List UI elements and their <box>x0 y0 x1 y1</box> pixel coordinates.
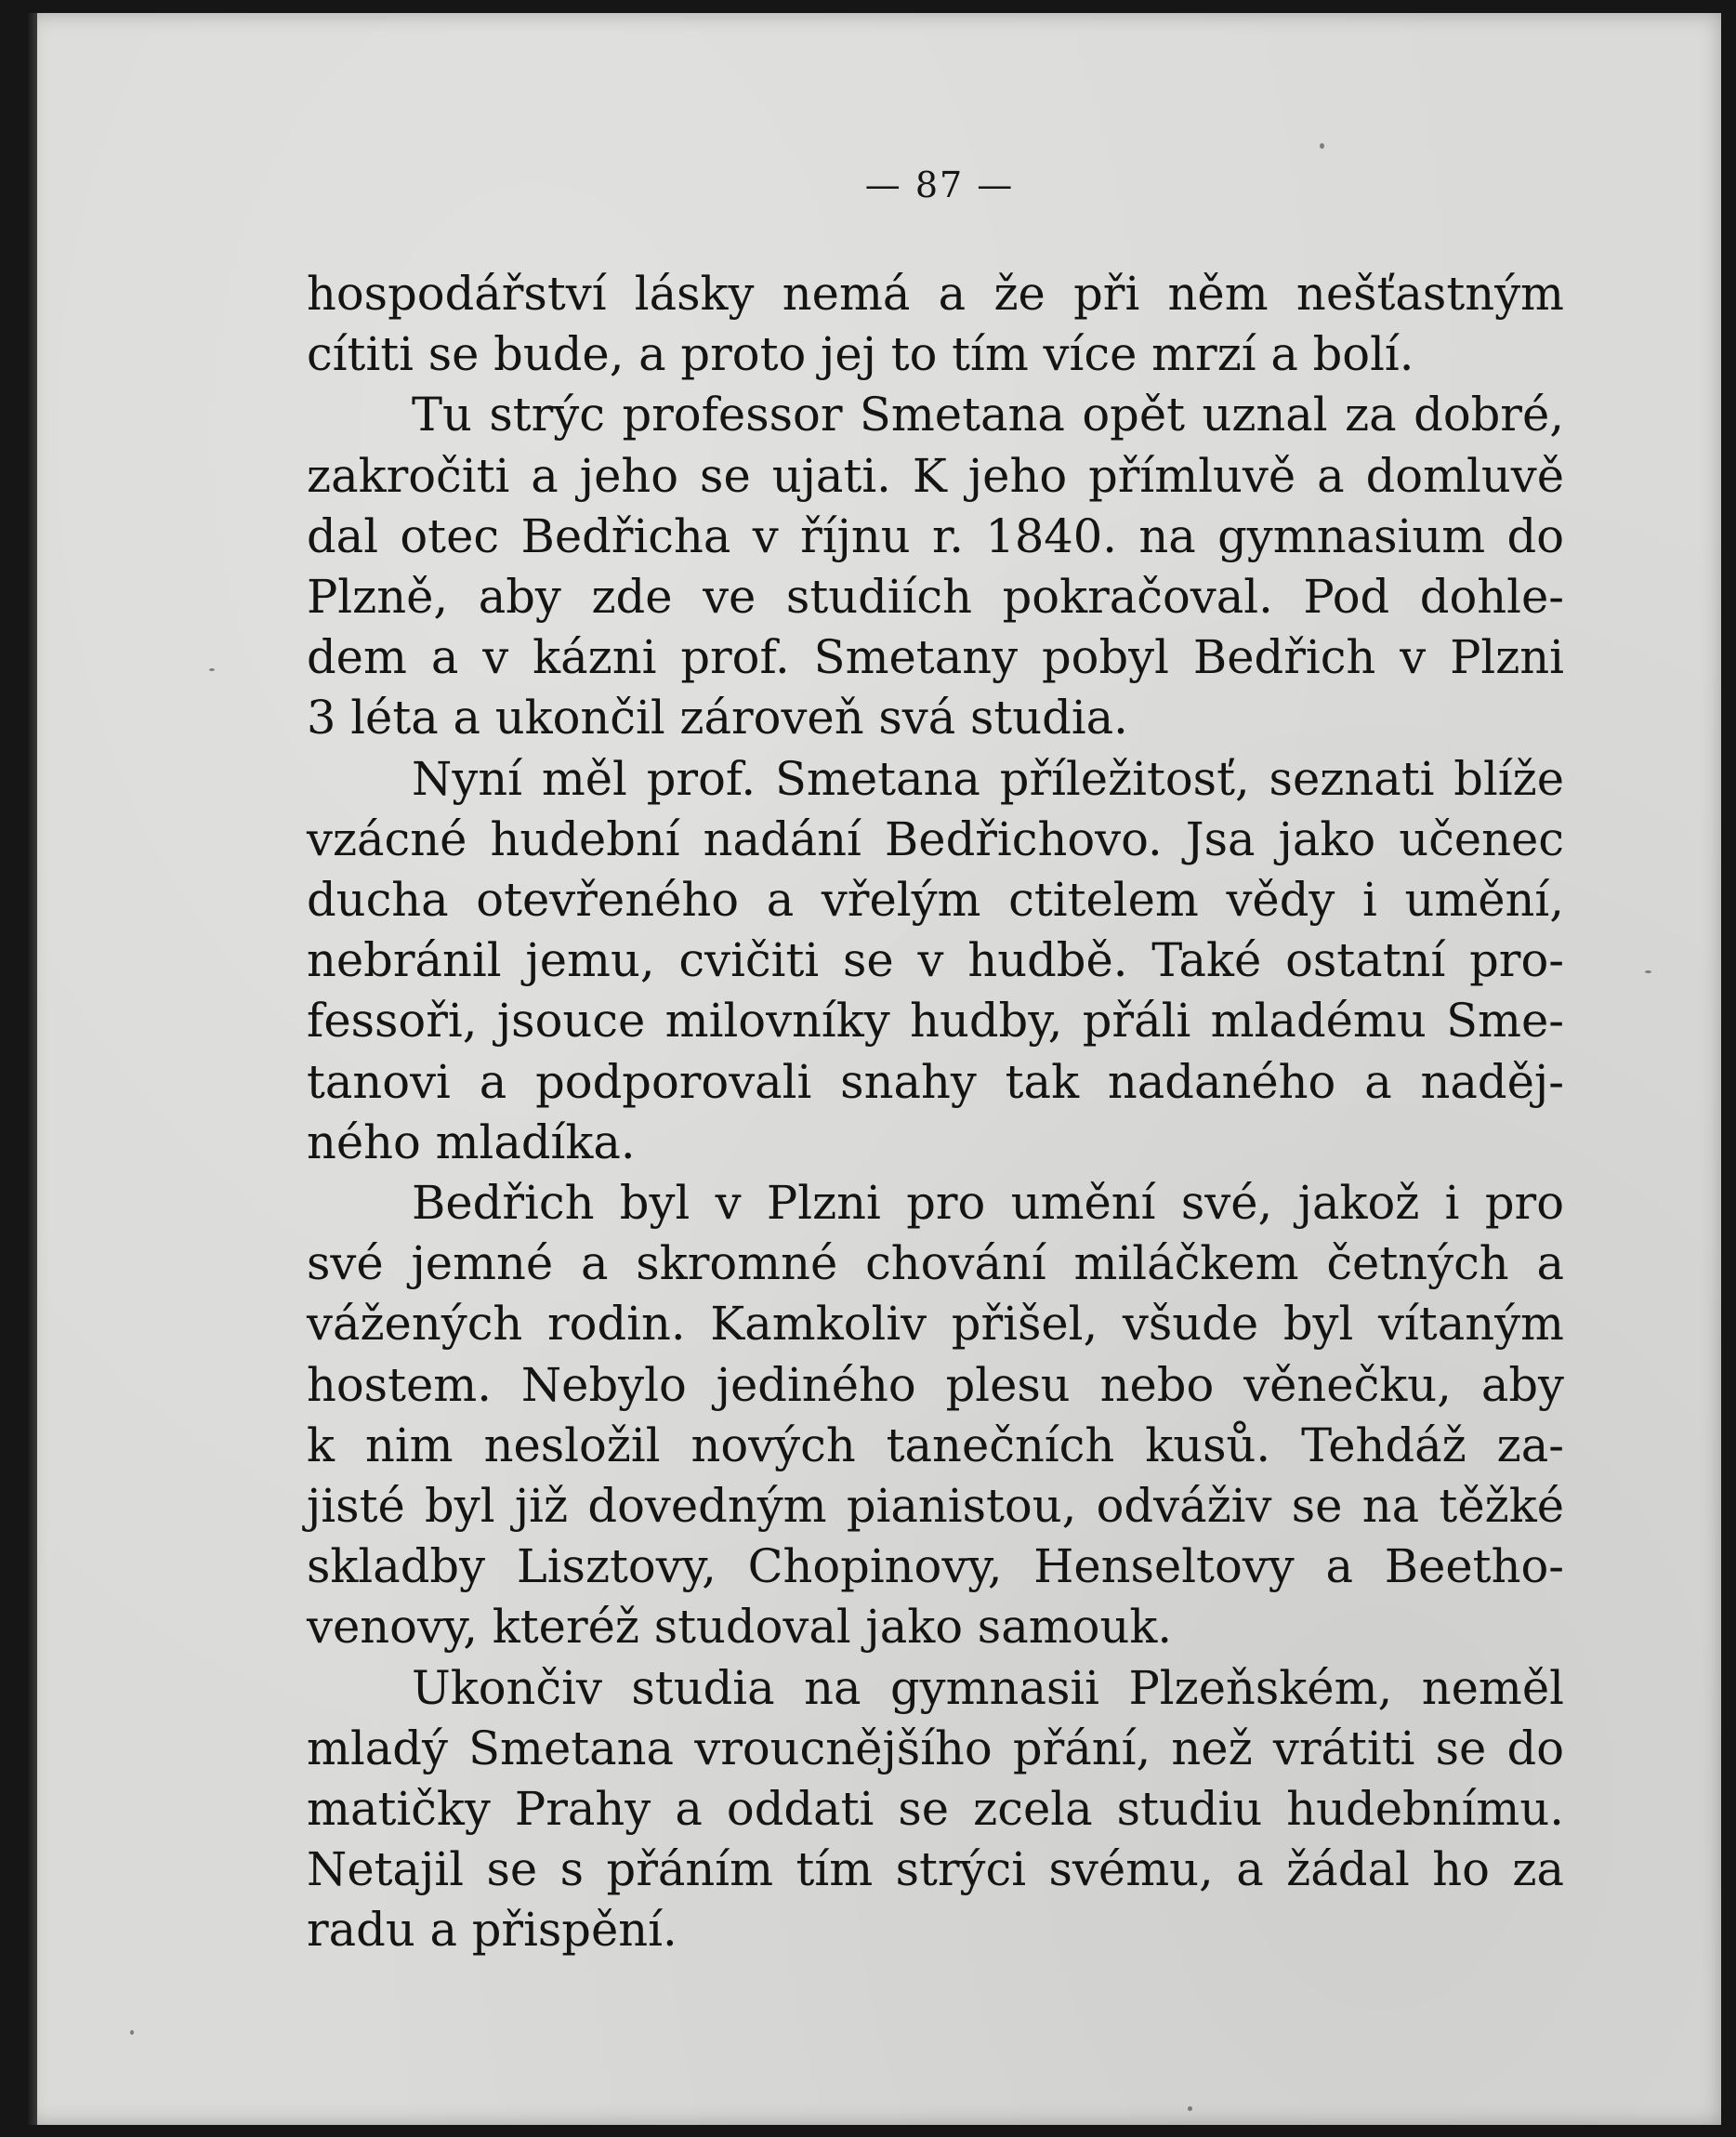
text-line: Plzně, aby zde ve studiích pokračoval. Pod dohle- <box>307 570 1564 625</box>
paragraph <box>307 749 1564 1173</box>
text-line: hospodářství lásky nemá a že při něm nešťastným <box>307 267 1564 321</box>
book-page <box>28 13 1721 2125</box>
paragraph <box>307 264 1564 385</box>
text-line: Bedřich byl v Plzni pro umění své, jakož i pro <box>412 1176 1564 1231</box>
text-line: vzácné hudební nadání Bedřichovo. Jsa jako učenec <box>307 811 1564 866</box>
paragraph <box>307 1173 1564 1658</box>
text-line: cítiti se bude, a proto jej to tím více mrzí a bolí. <box>307 327 1414 382</box>
text-line: Ukončiv studia na gymnasii Plzeňském, neměl <box>412 1660 1564 1715</box>
page-spine-edge <box>28 13 37 2125</box>
text-line: hostem. Nebylo jediného plesu nebo věnečku, aby <box>307 1357 1564 1412</box>
text-line: fessoři, jsouce milovníky hudby, přáli mladému Sme- <box>307 994 1564 1049</box>
text-line: nebránil jemu, cvičiti se v hudbě. Také ostatní pro- <box>307 933 1564 988</box>
text-line: zakročiti a jeho se ujati. K jeho přímluvě a domluvě <box>307 448 1564 503</box>
text-line: vážených rodin. Kamkoliv přišel, všude byl vítaným <box>307 1297 1564 1352</box>
text-line: tanovi a podporovali snahy tak nadaného a naděj- <box>307 1054 1564 1109</box>
paper-speck <box>1645 970 1651 973</box>
text-line: mladý Smetana vroucnějšího přání, než vrátiti se do <box>307 1721 1564 1775</box>
page-number: — 87 — <box>864 165 1015 205</box>
text-line: dem a v kázni prof. Smetany pobyl Bedřich v Plzni <box>307 630 1564 685</box>
body-text <box>307 264 1564 1961</box>
paragraph <box>307 385 1564 748</box>
text-line: Netajil se s přáním tím strýci svému, a žádal ho za <box>307 1842 1564 1897</box>
text-line: ného mladíka. <box>307 1115 636 1169</box>
text-line: Tu strýc professor Smetana opět uznal za dobré, <box>412 388 1564 442</box>
text-line: ducha otevřeného a vřelým ctitelem vědy i umění, <box>307 873 1564 928</box>
text-line: skladby Lisztovy, Chopinovy, Henseltovy a Beetho- <box>307 1539 1564 1594</box>
paper-speck <box>1188 2106 1192 2111</box>
paragraph <box>307 1658 1564 1961</box>
text-line: venovy, kteréž studoval jako samouk. <box>307 1600 1173 1655</box>
text-line: Nyní měl prof. Smetana příležitosť, seznati blíže <box>412 751 1564 806</box>
text-line: jisté byl již dovedným pianistou, odváživ se na těžké <box>307 1479 1564 1534</box>
text-line: radu a přispění. <box>307 1903 677 1958</box>
paper-speck <box>130 2030 134 2035</box>
text-line: dal otec Bedřicha v říjnu r. 1840. na gymnasium do <box>307 508 1564 563</box>
paper-speck <box>1320 143 1324 149</box>
text-line: své jemné a skromné chování miláčkem četných a <box>307 1236 1564 1291</box>
text-line: 3 léta a ukončil zároveň svá studia. <box>307 691 1128 745</box>
paper-speck <box>209 668 215 671</box>
text-line: k nim nesložil nových tanečních kusů. Tehdáž za- <box>307 1418 1564 1472</box>
text-line: matičky Prahy a oddati se zcela studiu hudebnímu. <box>307 1782 1564 1837</box>
